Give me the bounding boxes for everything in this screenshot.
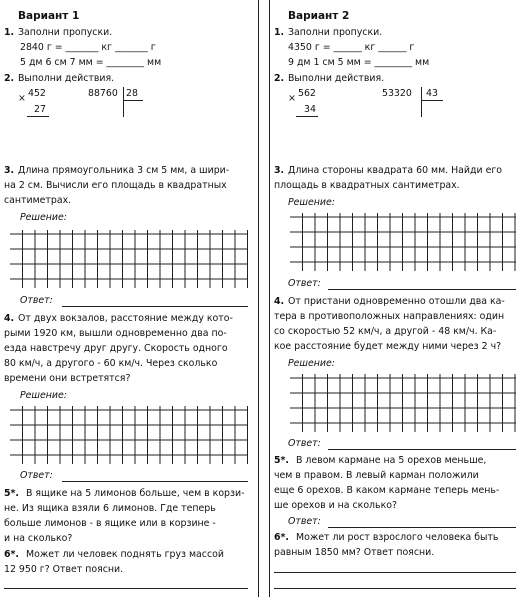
task-1-line-1: 2840 г = _______ кг _______ г bbox=[20, 42, 156, 53]
answer-line bbox=[328, 527, 516, 528]
task-2-text: Выполни действия. bbox=[18, 73, 115, 84]
multiplication-line bbox=[27, 116, 49, 117]
task-4-number: 4. bbox=[274, 296, 285, 307]
variant-1-column bbox=[0, 0, 258, 597]
task-4-line-2: тера в противоположных направлениях: один bbox=[274, 311, 505, 322]
answer-line bbox=[274, 572, 516, 573]
task-1-text: Заполни пропуски. bbox=[18, 27, 113, 38]
task-3-number: 3. bbox=[4, 165, 15, 176]
grid-box bbox=[290, 374, 516, 432]
task-2-text: Выполни действия. bbox=[288, 73, 385, 84]
variant-2-column bbox=[272, 0, 523, 597]
task-5-line-2: чем в правом. В левый карман положили bbox=[274, 470, 479, 481]
divisor: 43 bbox=[426, 88, 438, 99]
solution-label: Решение: bbox=[288, 358, 335, 369]
answer-line bbox=[4, 588, 248, 589]
division-line bbox=[421, 100, 443, 101]
answer-line bbox=[62, 481, 248, 482]
task-3-line-1: Длина прямоугольника 3 см 5 мм, а шири- bbox=[18, 165, 230, 176]
task-4-line-5: времени они встретятся? bbox=[4, 373, 131, 384]
task-5-line-2: не. Из ящика взяли 6 лимонов. Где теперь bbox=[4, 503, 216, 514]
grid-box bbox=[290, 213, 516, 271]
task-5-number: 5*. bbox=[274, 455, 289, 466]
division-bar bbox=[123, 87, 124, 117]
task-2-number: 2. bbox=[274, 73, 285, 84]
task-6-line-2: 12 950 г? Ответ поясни. bbox=[4, 564, 124, 575]
answer-label: Ответ: bbox=[288, 516, 321, 527]
task-6-line-1: Может ли человек поднять груз массой bbox=[26, 549, 224, 560]
task-3-line-2: на 2 см. Вычисли его площадь в квадратных bbox=[4, 180, 227, 191]
task-5-line-1: В ящике на 5 лимонов больше, чем в корзи- bbox=[26, 488, 245, 499]
task-4-line-3: езда навстречу друг другу. Скорость одного bbox=[4, 343, 228, 354]
solution-label: Решение: bbox=[288, 197, 335, 208]
task-5-line-4: и на сколько? bbox=[4, 533, 73, 544]
answer-label: Ответ: bbox=[20, 295, 53, 306]
dividend: 88760 bbox=[88, 88, 118, 99]
answer-line bbox=[328, 289, 516, 290]
task-5-line-3: больше лимонов - в ящике или в корзине - bbox=[4, 518, 216, 529]
task-3-line-3: сантиметрах. bbox=[4, 195, 72, 206]
answer-label: Ответ: bbox=[288, 278, 321, 289]
answer-line bbox=[328, 449, 516, 450]
division-bar bbox=[421, 87, 422, 117]
task-4-line-4: 80 км/ч, а другого - 60 км/ч. Через сколько bbox=[4, 358, 218, 369]
task-2-number: 2. bbox=[4, 73, 15, 84]
task-4-line-1: От двух вокзалов, расстояние между кото- bbox=[18, 313, 233, 324]
variant-2-title: Вариант 2 bbox=[288, 10, 350, 22]
grid-box bbox=[10, 406, 248, 464]
multiplication-sign: × bbox=[288, 93, 296, 104]
task-4-line-2: рыми 1920 км, вышли одновременно два по- bbox=[4, 328, 227, 339]
answer-label: Ответ: bbox=[20, 470, 53, 481]
dividend: 53320 bbox=[382, 88, 412, 99]
task-5-number: 5*. bbox=[4, 488, 19, 499]
task-6-line-2: равным 1850 мм? Ответ поясни. bbox=[274, 547, 435, 558]
task-1-number: 1. bbox=[274, 27, 285, 38]
task-5-line-1: В левом кармане на 5 орехов меньше, bbox=[296, 455, 487, 466]
task-4-line-4: кое расстояние будет между ними через 2 ч? bbox=[274, 341, 502, 352]
multiplication-sign: × bbox=[18, 93, 26, 104]
grid-box bbox=[10, 230, 248, 288]
task-4-line-3: со скоростью 52 км/ч, а другой - 48 км/ч. Ка- bbox=[274, 326, 497, 337]
multiplicand: 562 bbox=[298, 88, 316, 99]
answer-line bbox=[274, 588, 516, 589]
divisor: 28 bbox=[126, 88, 138, 99]
multiplier: 27 bbox=[34, 104, 46, 115]
task-3-line-2: площадь в квадратных сантиметрах. bbox=[274, 180, 460, 191]
solution-label: Решение: bbox=[20, 390, 67, 401]
multiplier: 34 bbox=[304, 104, 316, 115]
task-6-number: 6*. bbox=[274, 532, 289, 543]
multiplication-line bbox=[296, 116, 318, 117]
task-5-line-3: еще 6 орехов. В каком кармане теперь мень- bbox=[274, 485, 500, 496]
task-1-line-2: 5 дм 6 см 7 мм = ________ мм bbox=[20, 57, 162, 68]
task-6-number: 6*. bbox=[4, 549, 19, 560]
answer-line bbox=[62, 306, 248, 307]
variant-1-title: Вариант 1 bbox=[18, 10, 80, 22]
task-4-number: 4. bbox=[4, 313, 15, 324]
column-divider bbox=[258, 0, 259, 597]
task-1-line-2: 9 дм 1 см 5 мм = ________ мм bbox=[288, 57, 430, 68]
task-1-line-1: 4350 г = ______ кг ______ г bbox=[288, 42, 415, 53]
division-line bbox=[123, 100, 143, 101]
task-6-line-1: Может ли рост взрослого человека быть bbox=[296, 532, 499, 543]
task-3-number: 3. bbox=[274, 165, 285, 176]
answer-label: Ответ: bbox=[288, 438, 321, 449]
task-1-number: 1. bbox=[4, 27, 15, 38]
multiplicand: 452 bbox=[28, 88, 46, 99]
task-1-text: Заполни пропуски. bbox=[288, 27, 383, 38]
column-divider bbox=[269, 0, 270, 597]
task-5-line-4: ше орехов и на сколько? bbox=[274, 500, 397, 511]
task-3-line-1: Длина стороны квадрата 60 мм. Найди его bbox=[288, 165, 502, 176]
task-4-line-1: От пристани одновременно отошли два ка- bbox=[288, 296, 505, 307]
solution-label: Решение: bbox=[20, 212, 67, 223]
